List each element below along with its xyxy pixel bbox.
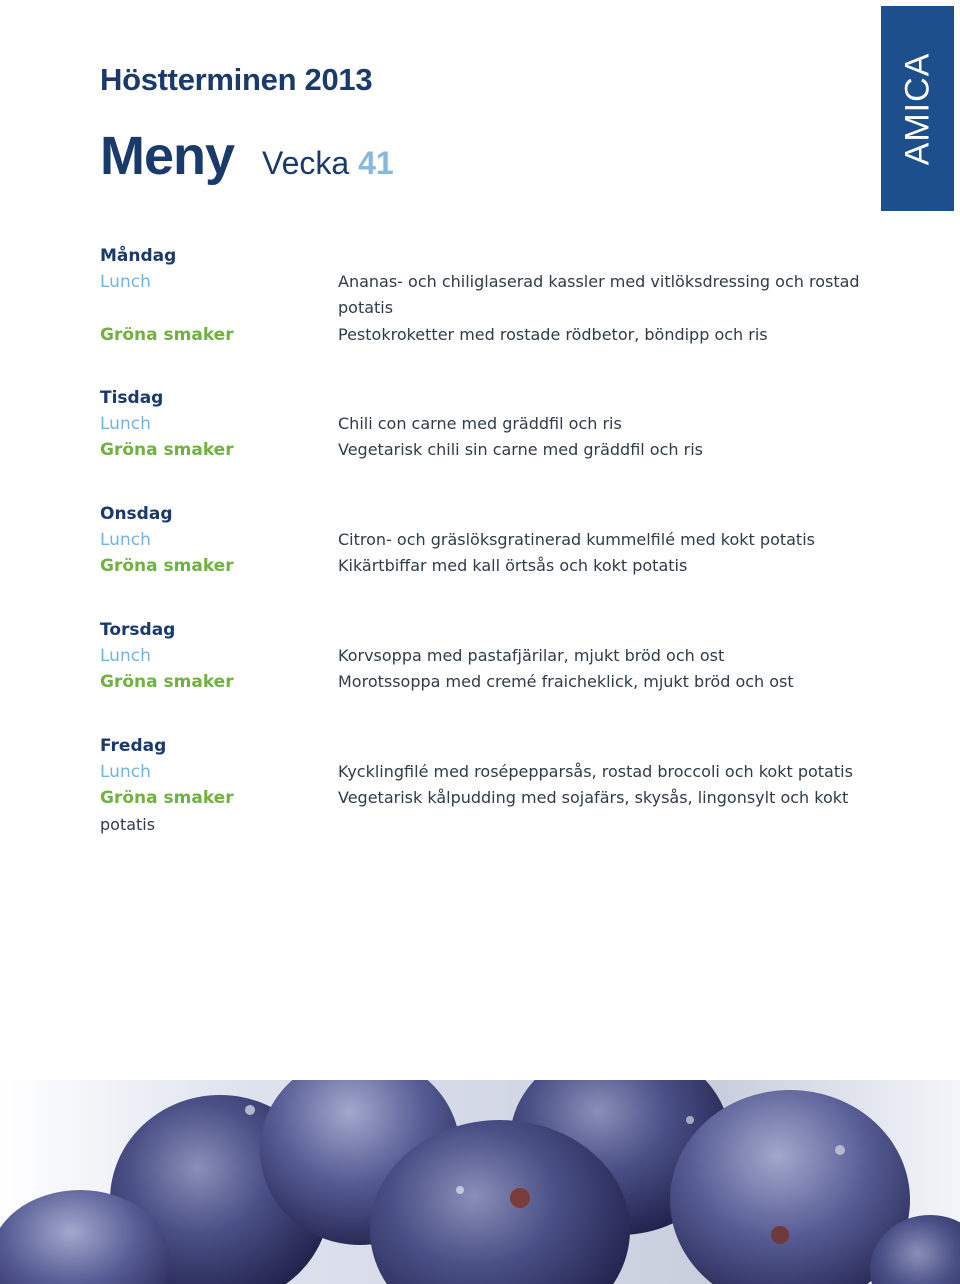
day-name: Onsdag (100, 504, 173, 524)
lunch-dish: Ananas- och chiliglaserad kassler med vitlöksdressing och rostad (338, 272, 860, 291)
lunch-label: Lunch (100, 530, 151, 550)
lunch-label: Lunch (100, 646, 151, 666)
blueberry-crown (771, 1226, 789, 1244)
water-droplet (835, 1145, 845, 1155)
day-name: Torsdag (100, 620, 176, 640)
week-heading (262, 145, 394, 182)
lunch-label: Lunch (100, 414, 151, 434)
day-name: Tisdag (100, 388, 164, 408)
green-dish-continued: potatis (100, 815, 156, 834)
lunch-dish: Kycklingfilé med rosépepparsås, rostad broccoli och kokt potatis (338, 762, 853, 781)
day-name: Måndag (100, 246, 177, 266)
blueberries-photo (0, 1080, 960, 1284)
week-label: Vecka (262, 145, 350, 181)
green-dish: Pestokroketter med rostade rödbetor, böndipp och ris (338, 325, 768, 344)
lunch-dish: Citron- och gräslöksgratinerad kummelfilé med kokt potatis (338, 530, 815, 549)
blueberry-crown (510, 1188, 530, 1208)
water-droplet (456, 1186, 464, 1194)
brand-logo-box (881, 6, 954, 211)
green-dish: Vegetarisk chili sin carne med gräddfil och ris (338, 440, 703, 459)
term-heading: Höstterminen 2013 (100, 62, 373, 97)
green-dish: Kikärtbiffar med kall örtsås och kokt potatis (338, 556, 688, 575)
page-title: Meny (100, 126, 235, 186)
week-number: 41 (358, 145, 394, 181)
green-label: Gröna smaker (100, 325, 234, 345)
water-droplet (686, 1116, 694, 1124)
brand-logo-text: AMICA (898, 52, 936, 165)
lunch-dish: Korvsoppa med pastafjärilar, mjukt bröd och ost (338, 646, 725, 665)
lunch-dish-continued: potatis (338, 298, 394, 317)
lunch-label: Lunch (100, 272, 151, 292)
green-label: Gröna smaker (100, 788, 234, 808)
day-name: Fredag (100, 736, 167, 756)
green-dish: Morotssoppa med cremé fraicheklick, mjukt bröd och ost (338, 672, 794, 691)
water-droplet (245, 1105, 255, 1115)
green-label: Gröna smaker (100, 440, 234, 460)
green-label: Gröna smaker (100, 556, 234, 576)
green-label: Gröna smaker (100, 672, 234, 692)
lunch-label: Lunch (100, 762, 151, 782)
lunch-dish: Chili con carne med gräddfil och ris (338, 414, 622, 433)
green-dish: Vegetarisk kålpudding med sojafärs, skysås, lingonsylt och kokt (338, 788, 849, 807)
